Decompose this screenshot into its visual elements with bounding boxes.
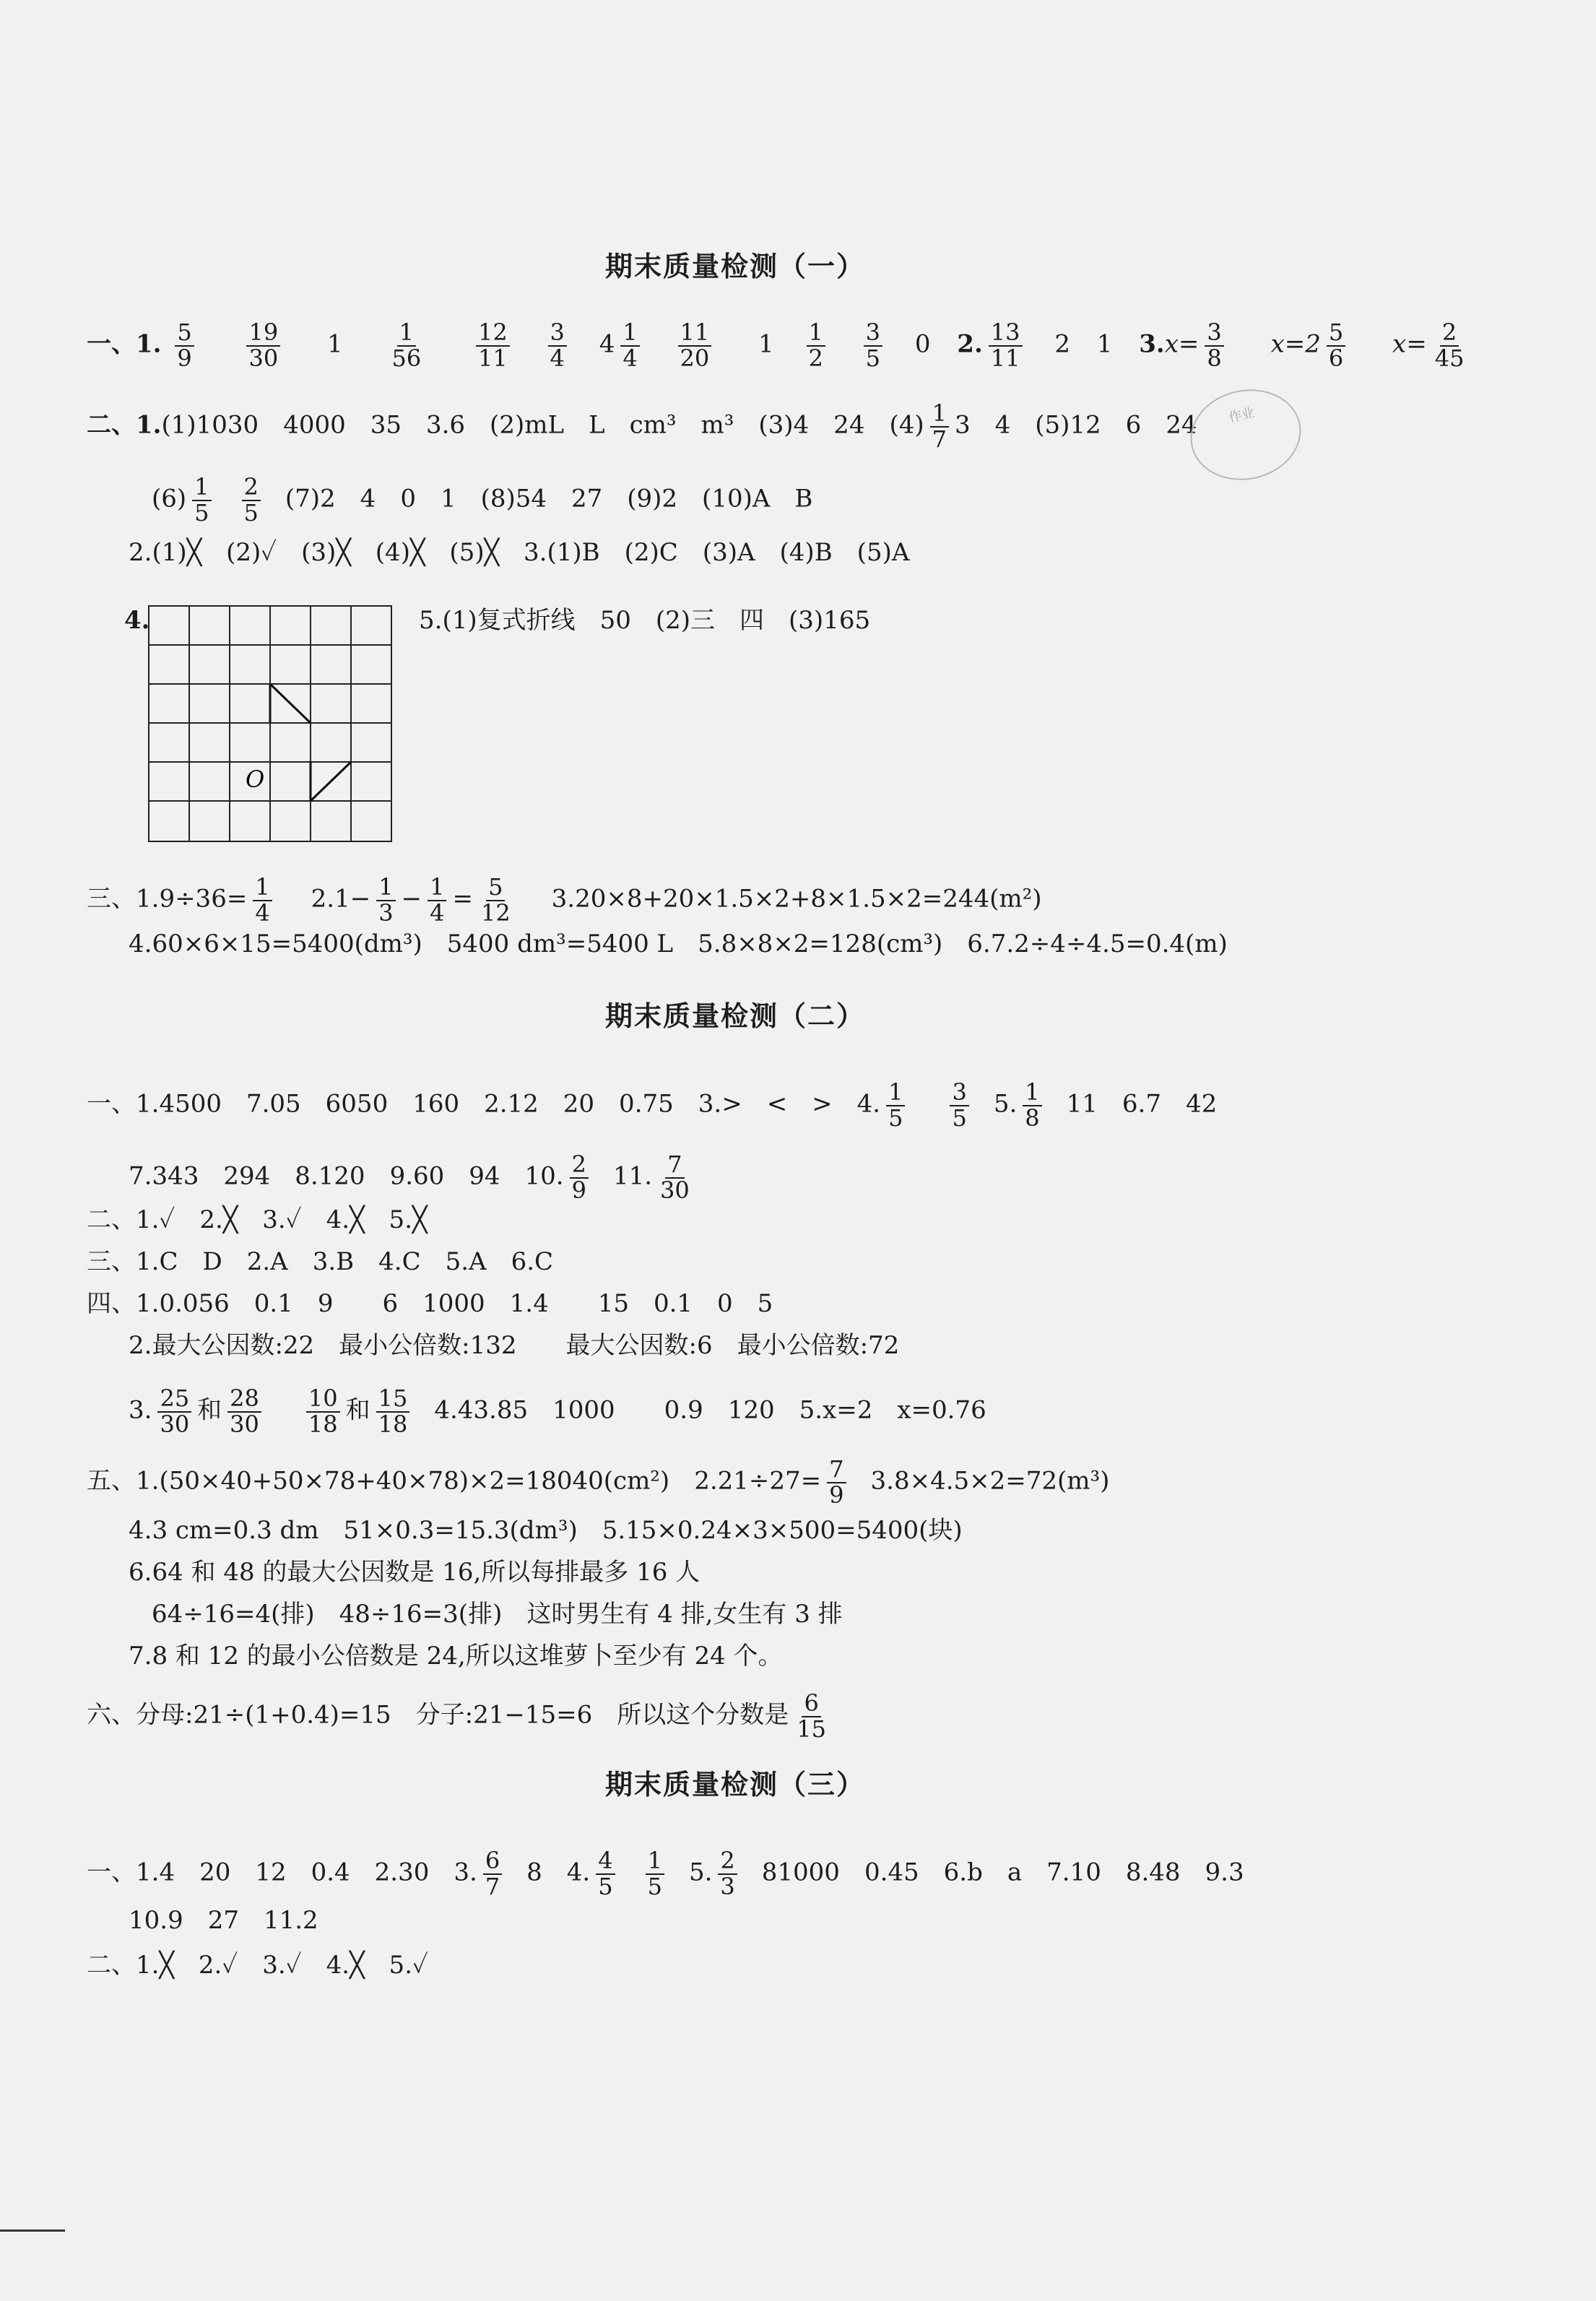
answer-text: 3.	[129, 1395, 152, 1425]
fraction: $\frac{1}{56}$	[391, 318, 422, 372]
answer: 0	[914, 329, 931, 359]
fraction: $\frac{1}{5}$	[646, 1849, 664, 1899]
fraction: $\frac{1}{5}$	[192, 475, 211, 525]
q-number: 3.	[1139, 329, 1165, 359]
fraction: $\frac{6}{7}$	[483, 1849, 502, 1899]
answer: 1	[758, 329, 774, 359]
fraction: $\frac{15}{18}$	[376, 1387, 410, 1436]
fraction: $\frac{2}{3}$	[718, 1849, 737, 1899]
t1-line-5: 5.(1)复式折线 50 (2)三 四 (3)165	[419, 606, 871, 635]
answer: 1	[327, 329, 343, 359]
origin-label: O	[246, 766, 265, 793]
answer-text: −	[401, 884, 422, 914]
fraction: $\frac{2}{9}$	[570, 1153, 589, 1202]
fraction: $\frac{2}{45}$	[1434, 318, 1465, 372]
fraction: $\frac{12}{11}$	[476, 321, 510, 370]
fraction: $\frac{10}{18}$	[306, 1387, 340, 1436]
fraction: $\frac{1}{4}$	[428, 875, 446, 925]
fraction: $\frac{5}{9}$	[175, 321, 194, 370]
answer: x=2	[1270, 329, 1321, 359]
answer: 4	[599, 329, 615, 359]
fraction: $\frac{7}{30}$	[660, 1150, 690, 1204]
t2-line-11: 64÷16=4(排) 48÷16=3(排) 这时男生有 4 排,女生有 3 排	[152, 1600, 843, 1629]
page-number-mark	[0, 2230, 65, 2232]
t2-line-13	[87, 1691, 834, 1741]
t2-line-12: 7.8 和 12 的最小公倍数是 24,所以这堆萝卜至少有 24 个。	[129, 1642, 783, 1670]
answer-text: (1)1030 4000 35 3.6 (2)mL L cm³ m³ (3)4 24 (4)	[161, 410, 924, 440]
answer-text: 7.343 294 8.120 9.60 94 10.	[129, 1161, 564, 1191]
answer-text: 11.	[612, 1161, 653, 1191]
fraction: $\frac{2}{5}$	[242, 475, 261, 525]
t3-line-1	[87, 1849, 1244, 1899]
answer-text: 81000 0.45 6.b a 7.10 8.48 9.3	[761, 1858, 1244, 1887]
t2-line-5: 四、1.0.056 0.1 9 6 1000 1.4 15 0.1 0 5	[87, 1289, 773, 1318]
answer-text: 三、1.9÷36=	[87, 884, 248, 914]
t1-line-4: 2.(1)╳ (2)✓ (3)╳ (4)╳ (5)╳ 3.(1)B (2)C (3)A (4)B (5)A	[129, 538, 910, 567]
answer-text: 4.43.85 1000 0.9 120 5.x=2 x=0.76	[434, 1395, 986, 1425]
coordinate-grid	[148, 605, 394, 844]
t2-line-1	[87, 1080, 1217, 1130]
t1-line-2	[87, 399, 1197, 453]
answer-text: 五、1.(50×40+50×78+40×78)×2=18040(cm²) 2.21÷27=	[87, 1466, 822, 1496]
fraction: $\frac{1}{4}$	[253, 875, 272, 925]
fraction: $\frac{1}{5}$	[886, 1080, 905, 1130]
answer-text: 5.	[993, 1089, 1018, 1119]
answer-text: 和	[345, 1395, 370, 1425]
answer-text: (6)	[152, 484, 187, 514]
q-number: 2.	[957, 329, 983, 359]
t3-line-3: 二、1.╳ 2.✓ 3.✓ 4.╳ 5.✓	[87, 1951, 428, 1980]
test-1-title: 期末质量检测（一）	[605, 251, 866, 282]
t1-line-7: 4.60×6×15=5400(dm³) 5400 dm³=5400 L 5.8×8×2=128(cm³) 6.7.2÷4÷4.5=0.4(m)	[129, 930, 1228, 958]
fraction: $\frac{5}{12}$	[480, 873, 511, 927]
t2-line-10: 6.64 和 48 的最大公因数是 16,所以每排最多 16 人	[129, 1558, 701, 1587]
answer-text: 8 4.	[526, 1858, 591, 1887]
homework-stamp: 作业	[1182, 379, 1309, 490]
fraction: $\frac{1}{8}$	[1023, 1080, 1041, 1130]
answer: x=	[1164, 329, 1200, 359]
answer-text: 和	[197, 1395, 222, 1425]
answer-text: 一、1.4500 7.05 6050 160 2.12 20 0.75 3.> < > 4.	[87, 1089, 881, 1119]
fraction: $\frac{7}{9}$	[827, 1457, 846, 1507]
fraction: $\frac{6}{15}$	[797, 1689, 826, 1743]
answer-text: 3.8×4.5×2=72(m³)	[870, 1466, 1110, 1496]
fraction: $\frac{28}{30}$	[227, 1387, 261, 1436]
q-number: 一、1.	[87, 329, 162, 359]
answer-text: 一、1.4 20 12 0.4 2.30 3.	[87, 1858, 477, 1887]
fraction: $\frac{3}{8}$	[1205, 321, 1223, 370]
fraction: $\frac{5}{6}$	[1327, 321, 1345, 370]
q-number: 4.	[124, 606, 150, 635]
answer-text: 3 4 (5)12 6 24	[954, 410, 1197, 440]
t2-line-7	[129, 1384, 986, 1438]
fraction: $\frac{13}{11}$	[989, 321, 1023, 370]
answer-text: 2.1−	[311, 884, 371, 914]
fraction: $\frac{1}{2}$	[807, 321, 825, 370]
answer-text: 六、分母:21÷(1+0.4)=15 分子:21−15=6 所以这个分数是	[87, 1700, 789, 1730]
answer-text: 5.	[688, 1858, 713, 1887]
answer-text: 3.20×8+20×1.5×2+8×1.5×2=244(m²)	[551, 884, 1042, 914]
t2-line-4: 三、1.C D 2.A 3.B 4.C 5.A 6.C	[87, 1247, 554, 1276]
fraction: $\frac{3}{5}$	[950, 1080, 968, 1130]
t1-line-6	[87, 875, 1042, 925]
t2-line-8	[87, 1457, 1109, 1507]
answer-text: 11 6.7 42	[1066, 1089, 1218, 1119]
test-3-title: 期末质量检测（三）	[605, 1769, 866, 1800]
t1-line-3	[152, 475, 812, 525]
fraction: $\frac{3}{5}$	[864, 321, 882, 370]
t1-line-1	[87, 318, 1472, 372]
t2-line-3: 二、1.✓ 2.╳ 3.✓ 4.╳ 5.╳	[87, 1205, 428, 1234]
fraction: $\frac{1}{7}$	[930, 402, 949, 451]
q-number: 二、1.	[87, 410, 162, 440]
answer: 2	[1054, 329, 1070, 359]
fraction: $\frac{1}{3}$	[376, 875, 395, 925]
fraction: $\frac{1}{4}$	[620, 321, 639, 370]
fraction: $\frac{3}{4}$	[548, 321, 567, 370]
answer-text: =	[452, 884, 473, 914]
fraction: $\frac{25}{30}$	[157, 1387, 191, 1436]
answer: 1	[1096, 329, 1113, 359]
answer: x=	[1392, 329, 1427, 359]
t3-line-2: 10.9 27 11.2	[129, 1906, 318, 1935]
answer-text: (7)2 4 0 1 (8)54 27 (9)2 (10)A B	[285, 484, 813, 514]
t2-line-2	[129, 1150, 698, 1204]
t2-line-6: 2.最大公因数:22 最小公倍数:132 最大公因数:6 最小公倍数:72	[129, 1331, 900, 1360]
fraction: $\frac{19}{30}$	[246, 321, 280, 370]
fraction: $\frac{4}{5}$	[596, 1849, 615, 1899]
test-2-title: 期末质量检测（二）	[605, 1000, 866, 1032]
fraction: $\frac{11}{20}$	[678, 321, 712, 370]
t2-line-9: 4.3 cm=0.3 dm 51×0.3=15.3(dm³) 5.15×0.24×3×500=5400(块)	[129, 1516, 963, 1545]
